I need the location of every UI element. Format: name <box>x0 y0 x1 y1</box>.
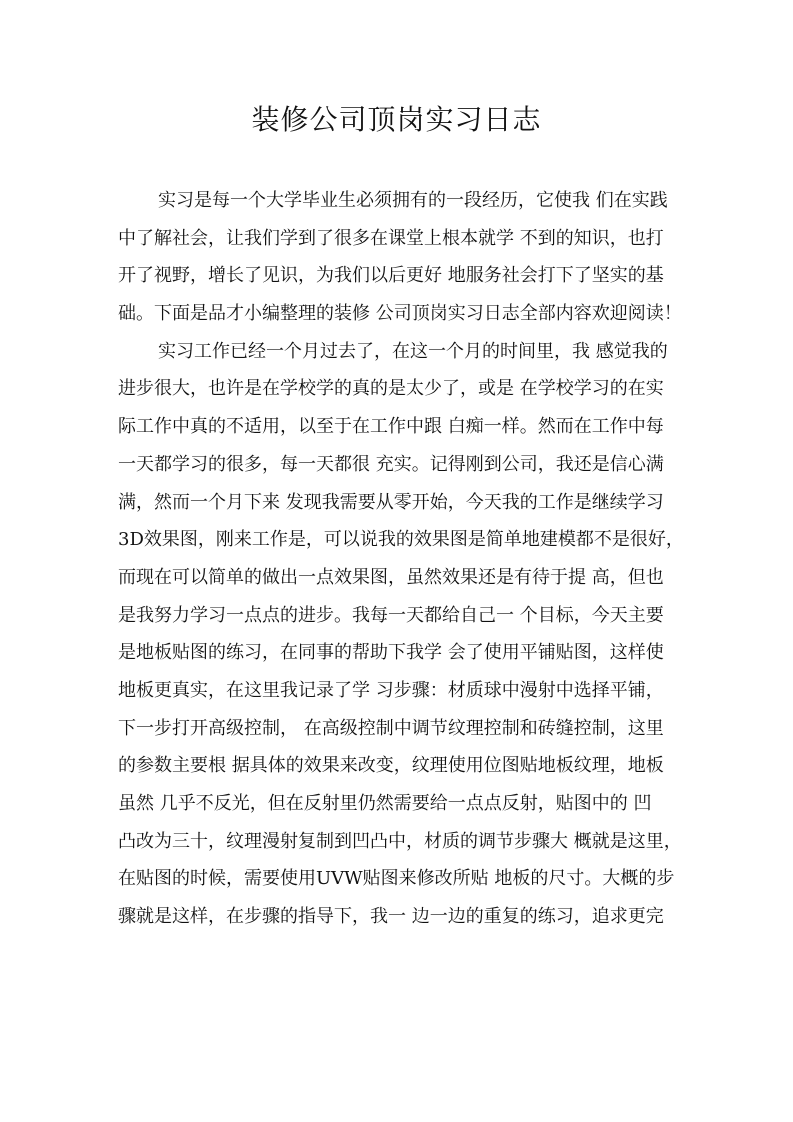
paragraph-2-line-6: 3D效果图，刚来工作是，可以说我的效果图是简单地建模都不是很好， <box>118 529 684 551</box>
paragraph-2-line-1: 实习工作已经一个月过去了，在这一个月的时间里，我 感觉我的 <box>158 340 668 362</box>
paragraph-2-line-7: 而现在可以简单的做出一点效果图，虽然效果还是有待于提 高，但也 <box>118 566 664 588</box>
paragraph-2-line-8: 是我努力学习一点点的进步。我每一天都给自己一 个目标，今天主要 <box>118 604 664 626</box>
paragraph-2-line-2: 进步很大，也许是在学校学的真的是太少了，或是 在学校学习的在实 <box>118 378 664 400</box>
paragraph-2-line-10: 地板更真实，在这里我记录了学 习步骤：材质球中漫射中选择平铺， <box>118 679 664 701</box>
paragraph-2-line-14: 凸改为三十，纹理漫射复制到凹凸中，材质的调节步骤大 概就是这里， <box>118 830 682 852</box>
paragraph-1-line-2: 中了解社会，让我们学到了很多在课堂上根本就学 不到的知识，也打 <box>118 227 664 249</box>
document-body <box>118 182 690 936</box>
paragraph-2-line-4: 一天都学习的很多，每一天都很 充实。记得刚到公司，我还是信心满 <box>118 453 664 475</box>
paragraph-2-line-3: 际工作中真的不适用，以至于在工作中跟 白痴一样。然而在工作中每 <box>118 416 664 438</box>
paragraph-2-line-12: 的参数主要根 据具体的效果来改变，纹理使用位图贴地板纹理，地板 <box>118 755 664 777</box>
document-title: 装修公司顶岗实习日志 <box>251 103 542 136</box>
paragraph-2-line-13: 虽然 几乎不反光，但在反射里仍然需要给一点点反射，贴图中的 凹 <box>118 793 652 814</box>
paragraph-1-line-4: 础。下面是品才小编整理的装修 公司顶岗实习日志全部内容欢迎阅读！ <box>118 303 682 325</box>
paragraph-1-line-1: 实习是每一个大学毕业生必须拥有的一段经历，它使我 们在实践 <box>158 190 668 211</box>
paragraph-2-line-11: 下一步打开高级控制， 在高级控制中调节纹理控制和砖缝控制，这里 <box>118 717 664 739</box>
paragraph-2-line-5: 满，然而一个月下来 发现我需要从零开始，今天我的工作是继续学习 <box>118 491 664 513</box>
paragraph-2-line-16: 骤就是这样，在步骤的指导下，我一 边一边的重复的练习，追求更完 <box>118 906 664 928</box>
paragraph-2-line-9: 是地板贴图的练习，在同事的帮助下我学 会了使用平铺贴图，这样使 <box>118 642 664 664</box>
paragraph-1-line-3: 开了视野，增长了见识，为我们以后更好 地服务社会打下了坚实的基 <box>118 265 664 287</box>
paragraph-2-line-15: 在贴图的时候，需要使用UVW贴图来修改所贴 地板的尺寸。大概的步 <box>118 868 675 890</box>
